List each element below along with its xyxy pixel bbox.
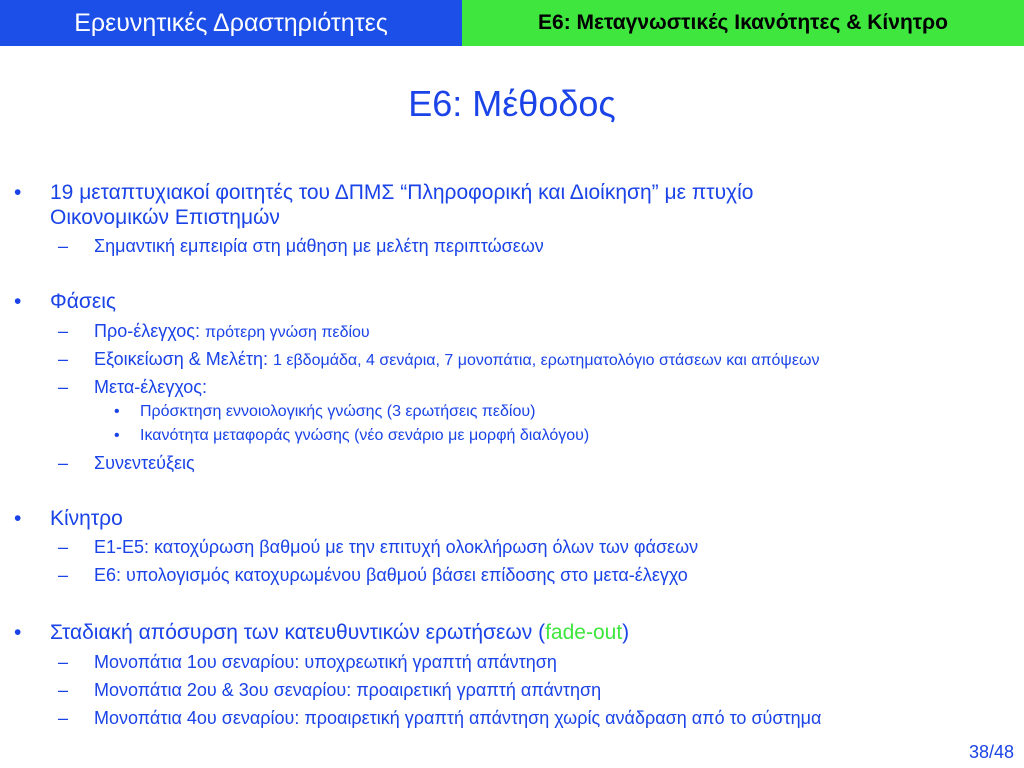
bullet-1-line-2: Οικονομικών Επιστημών [50,206,280,229]
topic-title-text: E6: Μεταγνωστικές Ικανότητες & Κίνητρο [538,11,948,34]
section-title-text: Ερευνητικές Δραστηριότητες [74,8,388,37]
bullet-4-text-before: Σταδιακή απόσυρση των κατευθυντικών ερωτήσεων ( [50,621,546,644]
dash-marker: – [58,565,69,585]
bullet-2-sub-4: Συνεντεύξεις [94,453,195,473]
dot-marker: • [114,403,120,420]
bullet-marker: • [14,507,22,530]
bullet-2-sub-3: Μετα-έλεγχος: [94,377,207,397]
bullet-4-text [50,621,629,645]
dash-marker: – [58,377,69,397]
bullet-1-line-1: 19 μεταπτυχιακοί φοιτητές του ΔΠΜΣ “Πληροφορική και Διοίκηση” με πτυχίο [50,181,754,204]
dash-marker: – [58,349,69,369]
bullet-1-sub-1: Σημαντική εμπειρία στη μάθηση με μελέτη περιπτώσεων [94,236,544,256]
bullet-2-sub-1 [94,321,370,342]
dot-marker: • [114,427,120,444]
sub-label: Προ-έλεγχος: [94,321,200,341]
bullet-4-text-after: ) [622,621,630,644]
dash-marker: – [58,537,69,557]
bullet-2-sub-2 [94,349,819,370]
dash-marker: – [58,708,69,728]
sub-label: Εξοικείωση & Μελέτη: [94,349,268,369]
bullet-2-subsub-1: Πρόσκτηση εννοιολογικής γνώσης (3 ερωτήσεις πεδίου) [140,403,536,420]
dash-marker: – [58,652,69,672]
bullet-3-text: Κίνητρο [50,507,123,530]
sub-detail: πρότερη γνώση πεδίου [204,324,370,341]
page-number: 38/48 [968,742,1014,762]
bullet-3-sub-2: E6: υπολογισμός κατοχυρωμένου βαθμού βάσει επίδοσης στο μετα-έλεγχο [94,565,688,585]
bullet-4-sub-1: Μονοπάτια 1ου σεναρίου: υποχρεωτική γραπτή απάντηση [94,652,557,672]
dash-marker: – [58,236,69,256]
bullet-4-sub-3: Μονοπάτια 4ου σεναρίου: προαιρετική γραπτή απάντηση χωρίς ανάδραση από το σύστημα [94,708,822,728]
dash-marker: – [58,680,69,700]
slide-title: E6: Μέθοδος [408,83,616,124]
bullet-3-sub-1: E1-E5: κατοχύρωση βαθμού με την επιτυχή ολοκλήρωση όλων των φάσεων [94,537,699,557]
bullet-2-text: Φάσεις [50,290,117,313]
bullet-4-sub-2: Μονοπάτια 2ου & 3ου σεναρίου: προαιρετική γραπτή απάντηση [94,680,602,700]
dash-marker: – [58,453,69,473]
bullet-marker: • [14,181,22,204]
bullet-2-subsub-2: Ικανότητα μεταφοράς γνώσης (νέο σενάριο με μορφή διαλόγου) [140,427,590,444]
fade-out-term: fade-out [545,621,623,644]
bullet-marker: • [14,621,22,644]
sub-detail: 1 εβδομάδα, 4 σενάρια, 7 μονοπάτια, ερωτηματολόγιο στάσεων και απόψεων [272,352,820,369]
dash-marker: – [58,321,69,341]
bullet-marker: • [14,290,22,313]
